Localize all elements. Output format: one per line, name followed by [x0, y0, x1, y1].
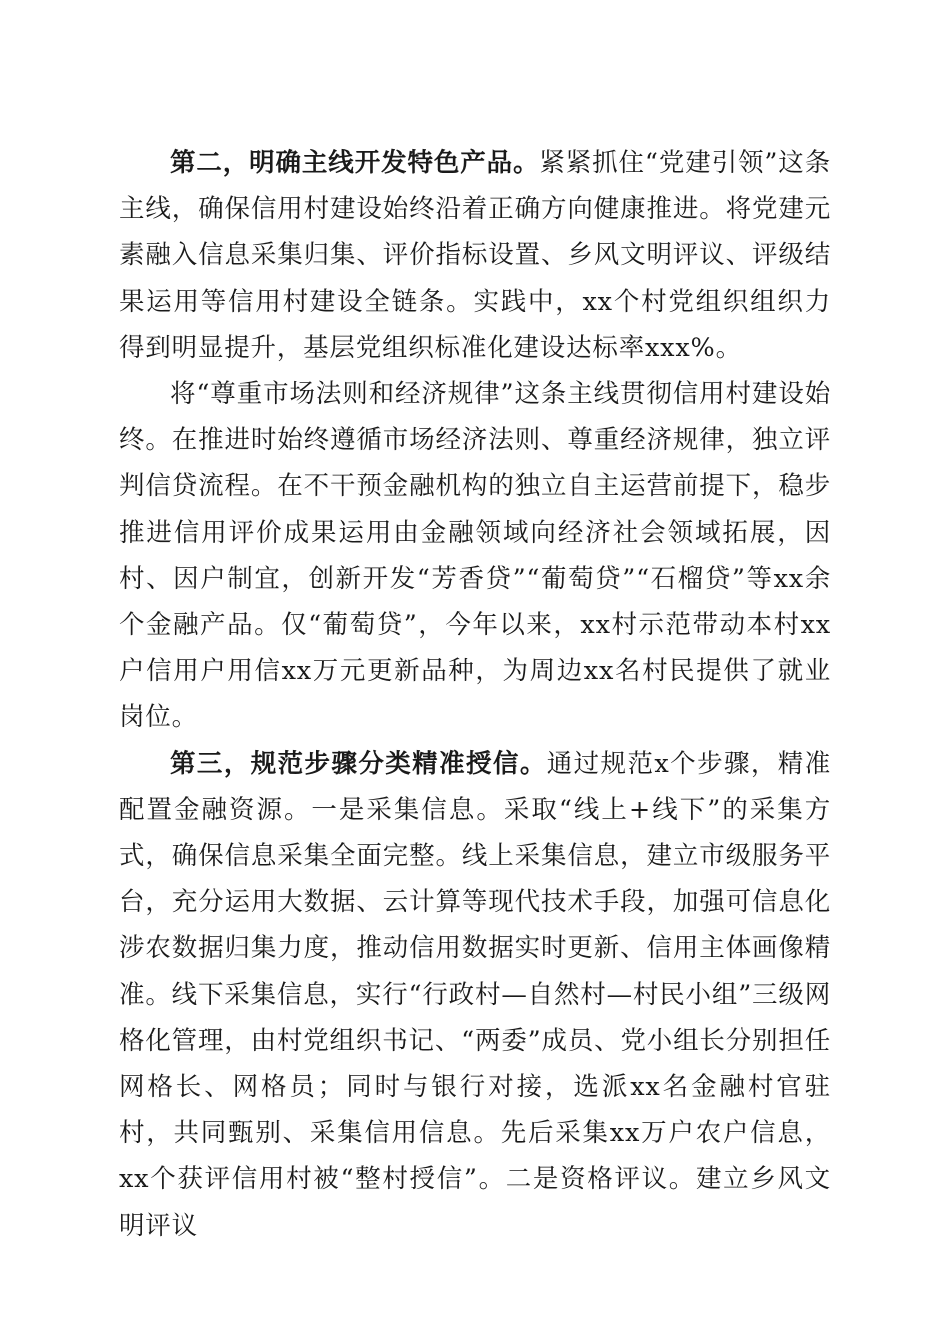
document-body: [119, 140, 831, 1249]
paragraph-main-line: [119, 140, 831, 371]
paragraph-heading: 第二，明确主线开发特色产品。: [170, 148, 540, 178]
paragraph-text: 通过规范x个步骤，精准配置金融资源。一是采集信息。采取“线上+线下”的采集方式，确保信息采集全面完整。线上采集信息，建立市级服务平台，充分运用大数据、云计算等现代技术手段，加强可信息化涉农数据归集力度，推动信用数据实时更新、信用主体画像精准。线下采集信息，实行“行政村—自然村—村民小组”三级网格化管理，由村党组织书记、“两委”成员、党小组长分别担任网格长、网格员；同时与银行对接，选派xx名金融村官驻村，共同甄别、采集信用信息。先后采集xx万户农户信息，xx个获评信用村被“整村授信”。二是资格评议。建立乡风文明评议: [119, 748, 832, 1241]
paragraph-credit-steps: [119, 741, 831, 1249]
paragraph-text: 将“尊重市场法则和经济规律”这条主线贯彻信用村建设始终。在推进时始终遵循市场经济法则、尊重经济规律，独立评判信贷流程。在不干预金融机构的独立自主运营前提下，稳步推进信用评价成果运用由金融领域向经济社会领域拓展，因村、因户制宜，创新开发“芳香贷”“葡萄贷”“石榴贷”等xx余个金融产品。仅“葡萄贷”，今年以来，xx村示范带动本村xx户信用户用信xx万元更新品种，为周边xx名村民提供了就业岗位。: [119, 379, 831, 733]
paragraph-text: 紧紧抓住“党建引领”这条主线，确保信用村建设始终沿着正确方向健康推进。将党建元素融入信息采集归集、评价指标设置、乡风文明评议、评级结果运用等信用村建设全链条。实践中，xx个村党组织组织力得到明显提升，基层党组织标准化建设达标率xxx%。: [119, 148, 831, 363]
paragraph-market-rules: [119, 371, 831, 741]
paragraph-heading: 第三，规范步骤分类精准授信。: [170, 748, 547, 779]
